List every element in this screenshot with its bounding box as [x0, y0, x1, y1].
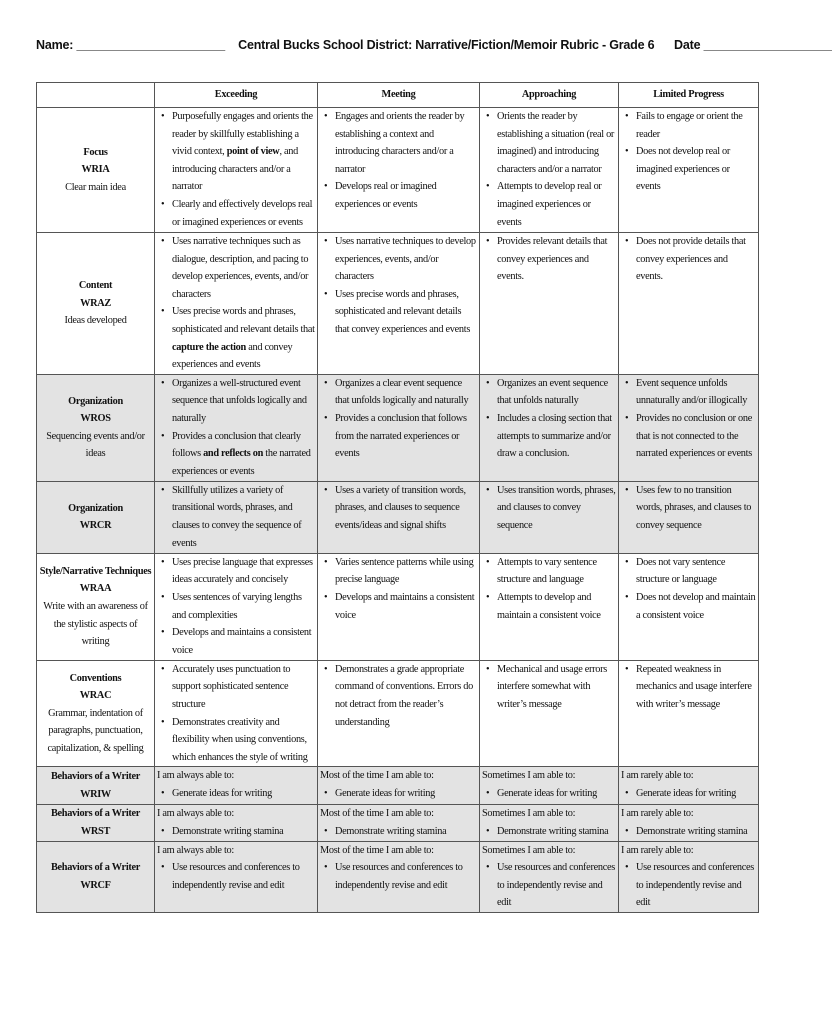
behavior-lead-text: I am rarely able to:: [621, 770, 694, 782]
category-code: WRIA: [81, 164, 110, 176]
behavior-list: [157, 859, 315, 894]
behavior-list: [320, 823, 477, 841]
behavior-lead-text: Most of the time I am able to:: [320, 808, 434, 820]
criteria-item: • Event sequence unfolds unnaturally and/or illogically: [621, 375, 756, 410]
behavior-lead-text: Most of the time I am able to:: [320, 770, 434, 782]
criteria-item: • Develops and maintains a consistent voice: [157, 624, 315, 659]
behavior-row: [37, 767, 759, 805]
category-code: WRCR: [79, 520, 112, 532]
rubric-header-row: [37, 83, 759, 108]
behavior-list: [320, 859, 477, 894]
criteria-cell: [480, 108, 619, 233]
behavior-cell: [480, 841, 619, 912]
category-description: Clear main idea: [65, 181, 126, 193]
behavior-lead-text: I am always able to:: [157, 808, 234, 820]
category-description: Sequencing events and/or ideas: [46, 430, 145, 460]
criteria-item: • Uses precise words and phrases, sophisticated and relevant details that capture the action and convey experiences and events: [157, 303, 315, 373]
criteria-item: • Attempts to develop real or imagined experiences or events: [482, 178, 616, 231]
criteria-item: • Uses precise words and phrases, sophisticated and relevant details that convey experiences and events: [320, 286, 477, 339]
criteria-list: [157, 233, 315, 374]
criteria-cell: [318, 374, 480, 481]
rubric-row: [37, 233, 759, 375]
criteria-cell: [318, 660, 480, 767]
criteria-item: • Attempts to develop and maintain a consistent voice: [482, 589, 616, 624]
criteria-item: • Organizes a well-structured event sequence that unfolds logically and naturally: [157, 375, 315, 428]
criteria-cell: [318, 481, 480, 553]
column-header: Exceeding: [155, 83, 318, 108]
criteria-item: • Demonstrates creativity and flexibility when using conventions, which enhances the style of writing: [157, 714, 315, 767]
criteria-item: • Develops and maintains a consistent voice: [320, 589, 477, 624]
criteria-item: • Engages and orients the reader by establishing a context and introducing characters and/or a narrator: [320, 108, 477, 178]
criteria-cell: [480, 374, 619, 481]
behavior-item: • Demonstrate writing stamina: [621, 823, 756, 841]
criteria-list: [320, 233, 477, 339]
criteria-item: • Develops real or imagined experiences or events: [320, 178, 477, 213]
category-cell: [37, 374, 155, 481]
criteria-item: • Fails to engage or orient the reader: [621, 108, 756, 143]
category-description: Ideas developed: [64, 315, 127, 327]
criteria-item: • Provides relevant details that convey experiences and events.: [482, 233, 616, 286]
behavior-cell: [318, 805, 480, 841]
column-header: Limited Progress: [619, 83, 759, 108]
criteria-list: [621, 482, 756, 535]
behavior-cell: [619, 767, 759, 805]
category-title: Conventions: [69, 672, 122, 684]
behavior-lead-text: Sometimes I am able to:: [482, 808, 576, 820]
criteria-item: • Uses few to no transition words, phrases, and clauses to convey sequence: [621, 482, 756, 535]
criteria-item: • Orients the reader by establishing a situation (real or imagined) and introducing characters and/or a narrator: [482, 108, 616, 178]
rubric-table: [36, 82, 759, 913]
criteria-item: • Organizes a clear event sequence that unfolds logically and naturally: [320, 375, 477, 410]
category-cell: [37, 841, 155, 912]
criteria-item: • Uses narrative techniques to develop experiences, events, and/or characters: [320, 233, 477, 286]
category-code: WRIW: [80, 788, 111, 800]
category-title: Style/Narrative Techniques: [39, 565, 152, 577]
behavior-item: • Demonstrate writing stamina: [482, 823, 616, 841]
document-title: Central Bucks School District: Narrative/Fiction/Memoir Rubric - Grade 6: [238, 38, 655, 52]
category-cell: [37, 553, 155, 660]
behavior-list: [157, 823, 315, 841]
category-title: Organization: [68, 395, 123, 407]
behavior-item: • Generate ideas for writing: [621, 785, 756, 803]
bold-emphasis: capture the action: [172, 341, 246, 353]
behavior-list: [482, 785, 616, 803]
criteria-list: [482, 233, 616, 286]
behavior-lead-text: Most of the time I am able to:: [320, 844, 434, 856]
behavior-row: [37, 841, 759, 912]
behavior-cell: [155, 841, 318, 912]
category-title: Content: [78, 279, 113, 291]
criteria-item: • Uses narrative techniques such as dialogue, description, and pacing to develop experiences, events, and/or characters: [157, 233, 315, 303]
criteria-cell: [480, 233, 619, 375]
criteria-item: • Uses transition words, phrases, and clauses to convey sequence: [482, 482, 616, 535]
criteria-item: • Accurately uses punctuation to support sophisticated sentence structure: [157, 661, 315, 714]
criteria-item: • Uses a variety of transition words, phrases, and clauses to sequence events/ideas and signal shifts: [320, 482, 477, 535]
criteria-cell: [619, 553, 759, 660]
behavior-cell: [619, 805, 759, 841]
criteria-cell: [318, 233, 480, 375]
category-title: Behaviors of a Writer: [50, 771, 141, 783]
behavior-list: [320, 785, 477, 803]
behavior-item: • Demonstrate writing stamina: [320, 823, 477, 841]
behavior-cell: [155, 805, 318, 841]
criteria-list: [482, 108, 616, 231]
behavior-item: • Use resources and conferences to independently revise and edit: [157, 859, 315, 894]
category-cell: [37, 767, 155, 805]
criteria-list: [621, 554, 756, 624]
criteria-item: • Attempts to vary sentence structure and language: [482, 554, 616, 589]
behavior-list: [482, 859, 616, 912]
category-code: WRAA: [79, 583, 112, 595]
behavior-lead-text: Sometimes I am able to:: [482, 770, 576, 782]
criteria-item: • Does not develop real or imagined experiences or events: [621, 143, 756, 196]
criteria-cell: [619, 108, 759, 233]
behavior-lead-text: I am always able to:: [157, 770, 234, 782]
category-code: WRAZ: [80, 297, 111, 309]
column-header: Meeting: [318, 83, 480, 108]
criteria-item: • Clearly and effectively develops real or imagined experiences or events: [157, 196, 315, 231]
criteria-cell: [480, 481, 619, 553]
behavior-row: [37, 805, 759, 841]
behavior-list: [157, 785, 315, 803]
behavior-cell: [480, 767, 619, 805]
criteria-item: • Provides a conclusion that clearly follows and reflects on the narrated experiences or events: [157, 428, 315, 481]
page-header: [36, 38, 832, 58]
criteria-cell: [155, 108, 318, 233]
criteria-list: [482, 375, 616, 463]
rubric-body: [37, 108, 759, 913]
criteria-item: • Organizes an event sequence that unfolds naturally: [482, 375, 616, 410]
criteria-item: • Mechanical and usage errors interfere somewhat with writer’s message: [482, 661, 616, 714]
category-code: WRAC: [79, 690, 112, 702]
category-description: Grammar, indentation of paragraphs, punctuation, capitalization, & spelling: [47, 707, 144, 754]
criteria-list: [482, 482, 616, 535]
criteria-cell: [619, 233, 759, 375]
category-cell: [37, 233, 155, 375]
category-title: Behaviors of a Writer: [50, 862, 141, 874]
bold-emphasis: point of view: [226, 146, 280, 158]
category-cell: [37, 805, 155, 841]
category-title: Focus: [83, 146, 108, 158]
column-header: Approaching: [480, 83, 619, 108]
criteria-cell: [155, 553, 318, 660]
criteria-cell: [480, 553, 619, 660]
bold-emphasis: and reflects on: [203, 448, 264, 460]
criteria-cell: [155, 660, 318, 767]
rubric-row: [37, 660, 759, 767]
criteria-cell: [318, 553, 480, 660]
category-code: WROS: [80, 413, 111, 425]
criteria-item: • Repeated weakness in mechanics and usage interfere with writer’s message: [621, 661, 756, 714]
criteria-item: • Demonstrates a grade appropriate command of conventions. Errors do not detract from the reader’s understanding: [320, 661, 477, 731]
behavior-cell: [155, 767, 318, 805]
behavior-lead-text: Sometimes I am able to:: [482, 844, 576, 856]
category-code: WRST: [80, 825, 111, 837]
criteria-list: [157, 375, 315, 481]
behavior-list: [482, 823, 616, 841]
criteria-list: [157, 554, 315, 660]
category-cell: [37, 108, 155, 233]
criteria-item: • Provides a conclusion that follows from the narrated experiences or events: [320, 410, 477, 463]
behavior-cell: [619, 841, 759, 912]
criteria-item: • Does not vary sentence structure or language: [621, 554, 756, 589]
criteria-cell: [155, 233, 318, 375]
behavior-item: • Demonstrate writing stamina: [157, 823, 315, 841]
criteria-list: [320, 661, 477, 731]
category-title: Behaviors of a Writer: [50, 808, 141, 820]
criteria-list: [621, 375, 756, 463]
criteria-list: [320, 554, 477, 624]
criteria-list: [157, 482, 315, 552]
criteria-item: • Skillfully utilizes a variety of transitional words, phrases, and clauses to convey the sequence of events: [157, 482, 315, 552]
criteria-list: [482, 661, 616, 714]
behavior-list: [621, 823, 756, 841]
behavior-list: [621, 859, 756, 912]
criteria-list: [621, 661, 756, 714]
behavior-item: • Generate ideas for writing: [482, 785, 616, 803]
category-cell: [37, 481, 155, 553]
rubric-row: [37, 108, 759, 233]
rubric-row: [37, 481, 759, 553]
behavior-cell: [318, 767, 480, 805]
criteria-cell: [155, 374, 318, 481]
criteria-item: • Provides no conclusion or one that is not connected to the narrated experiences or events: [621, 410, 756, 463]
criteria-cell: [619, 660, 759, 767]
behavior-cell: [318, 841, 480, 912]
criteria-list: [320, 482, 477, 535]
behavior-cell: [480, 805, 619, 841]
category-title: Organization: [68, 502, 123, 514]
criteria-list: [621, 108, 756, 196]
criteria-list: [157, 661, 315, 767]
criteria-item: • Varies sentence patterns while using precise language: [320, 554, 477, 589]
behavior-item: • Use resources and conferences to independently revise and edit: [320, 859, 477, 894]
criteria-list: [320, 375, 477, 463]
criteria-cell: [480, 660, 619, 767]
rubric-row: [37, 374, 759, 481]
behavior-list: [621, 785, 756, 803]
criteria-item: • Does not develop and maintain a consistent voice: [621, 589, 756, 624]
name-field-label: Name: ______________________: [36, 38, 226, 52]
category-code: WRCF: [80, 879, 111, 891]
behavior-item: • Use resources and conferences to independently revise and edit: [621, 859, 756, 912]
behavior-item: • Generate ideas for writing: [320, 785, 477, 803]
date-field-label: Date ___________________: [674, 38, 832, 52]
behavior-item: • Use resources and conferences to independently revise and edit: [482, 859, 616, 912]
criteria-list: [320, 108, 477, 214]
behavior-lead-text: I am always able to:: [157, 844, 234, 856]
criteria-item: • Does not provide details that convey experiences and events.: [621, 233, 756, 286]
rubric-row: [37, 553, 759, 660]
criteria-cell: [619, 374, 759, 481]
criteria-item: • Uses precise language that expresses ideas accurately and concisely: [157, 554, 315, 589]
behavior-lead-text: I am rarely able to:: [621, 808, 694, 820]
criteria-list: [482, 554, 616, 624]
category-description: Write with an awareness of the stylistic aspects of writing: [43, 600, 148, 648]
criteria-cell: [318, 108, 480, 233]
behavior-lead-text: I am rarely able to:: [621, 844, 694, 856]
corner-cell: [37, 83, 155, 108]
criteria-cell: [155, 481, 318, 553]
criteria-item: • Purposefully engages and orients the reader by skillfully establishing a vivid context, point of view, and introducing characters and/or a narrator: [157, 108, 315, 196]
criteria-list: [157, 108, 315, 231]
criteria-item: • Includes a closing section that attempts to summarize and/or draw a conclusion.: [482, 410, 616, 463]
behavior-item: • Generate ideas for writing: [157, 785, 315, 803]
criteria-list: [621, 233, 756, 286]
criteria-cell: [619, 481, 759, 553]
category-cell: [37, 660, 155, 767]
criteria-item: • Uses sentences of varying lengths and complexities: [157, 589, 315, 624]
